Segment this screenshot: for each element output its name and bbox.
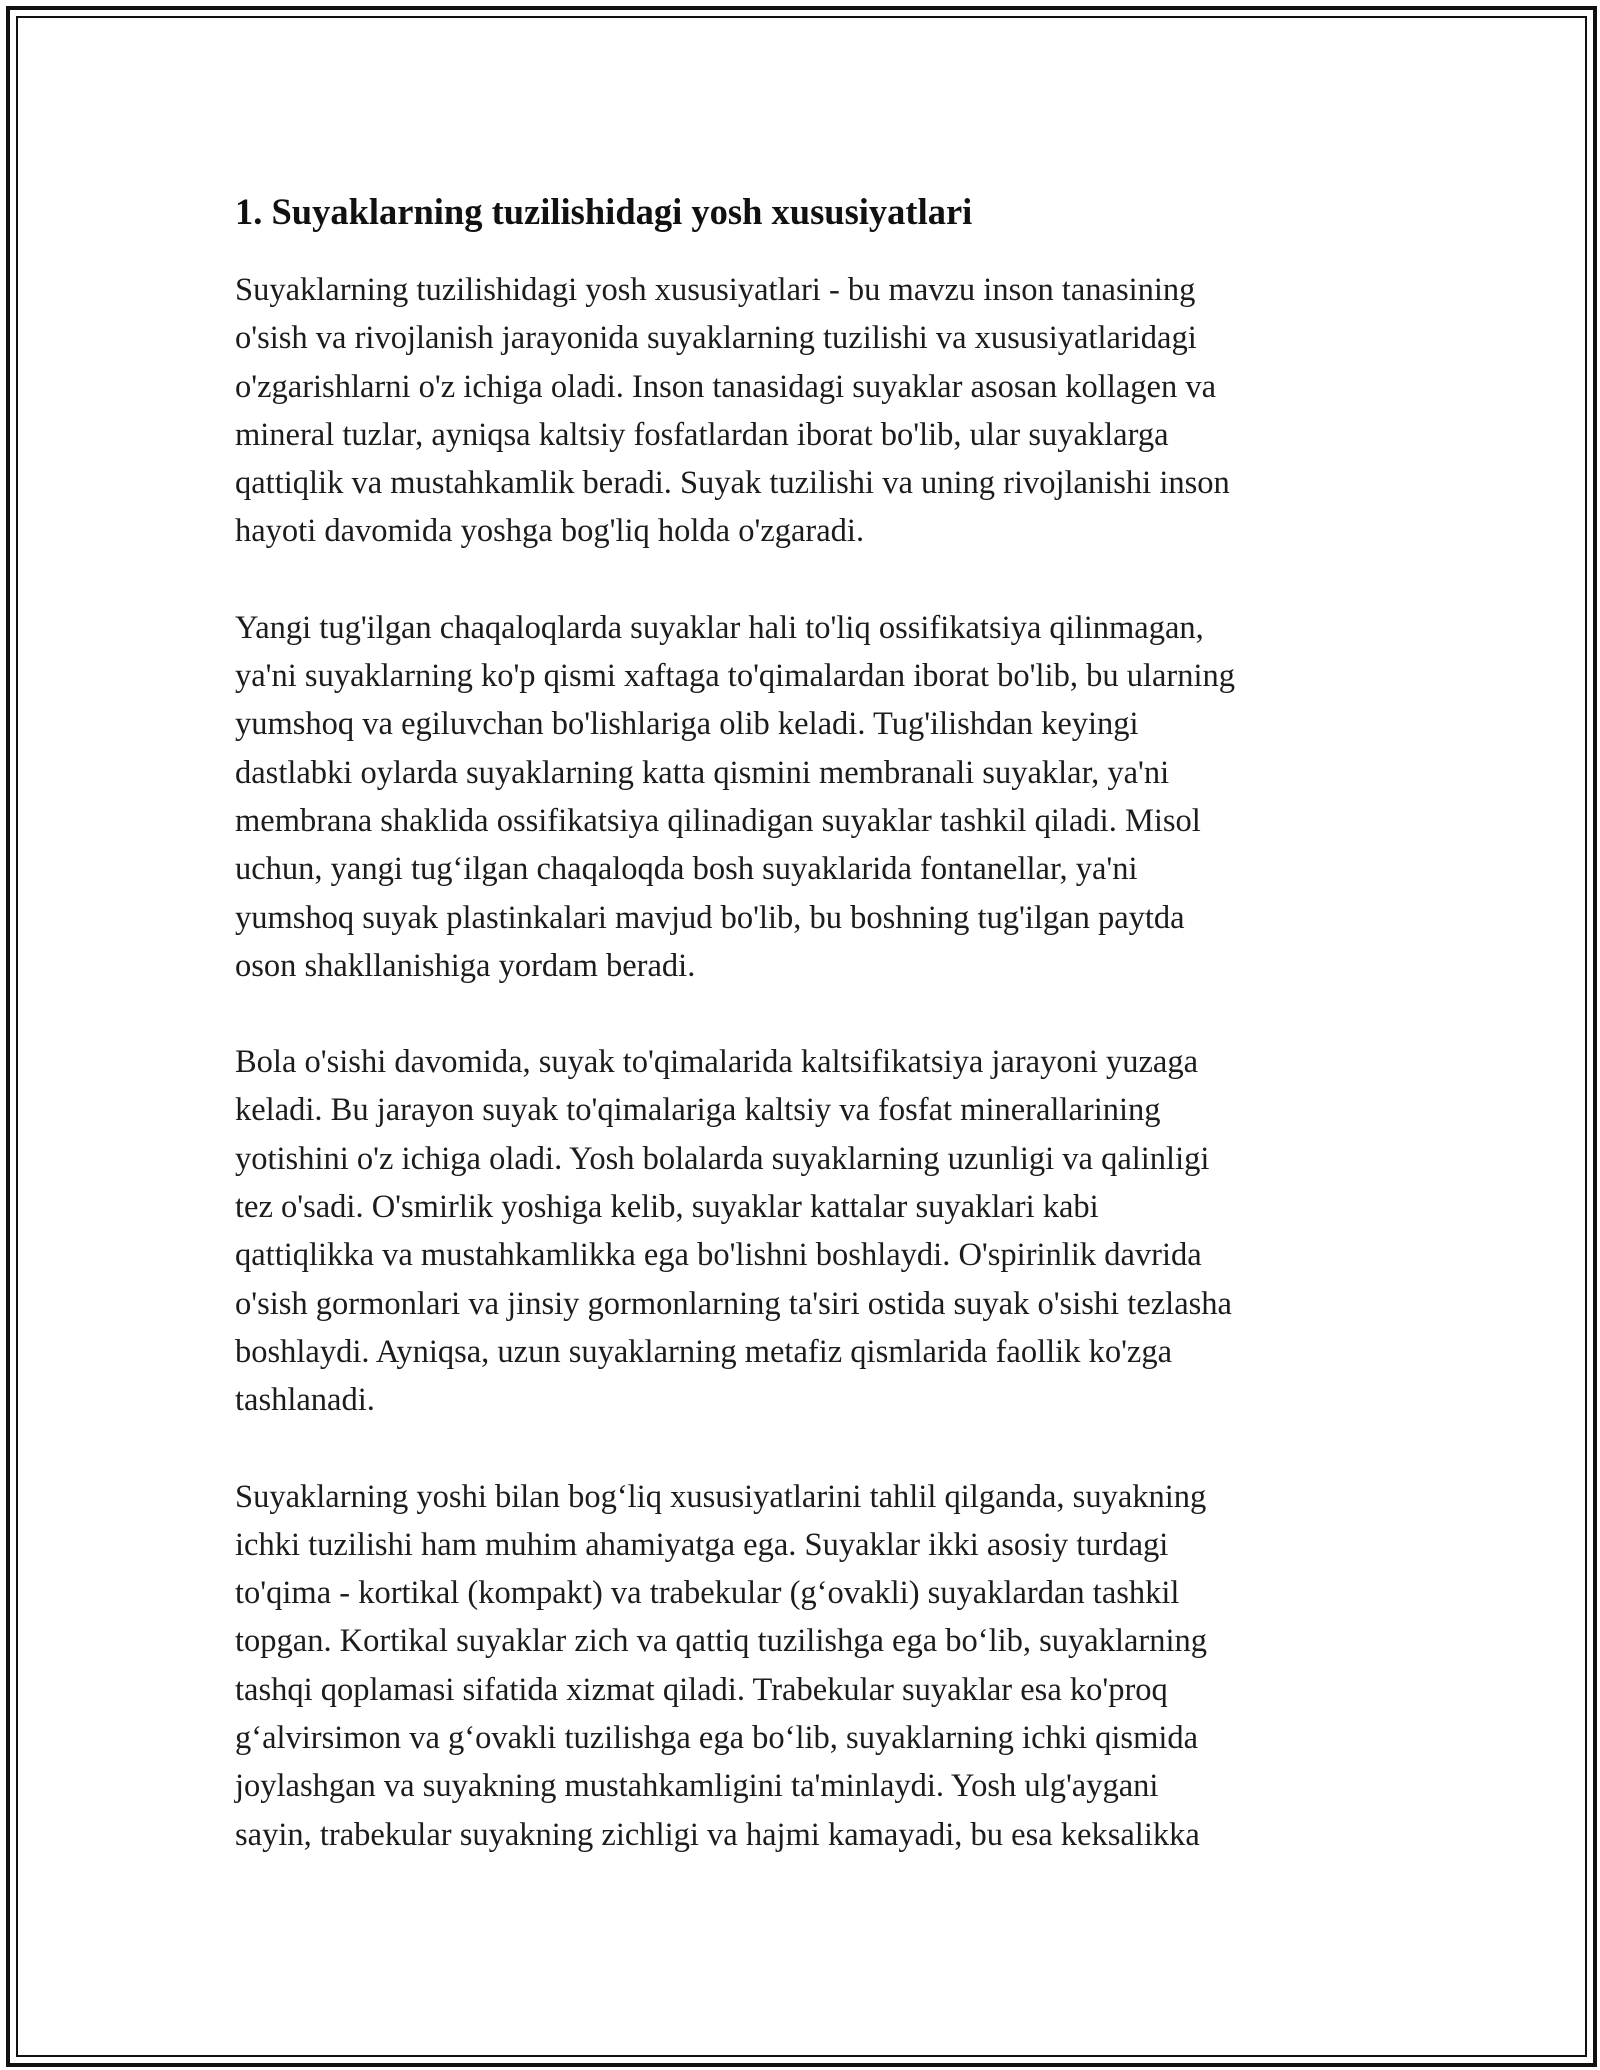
- text-line: yumshoq va egiluvchan bo'lishlariga olib keladi. Tug'ilishdan keyingi: [235, 706, 1139, 743]
- text-line: ichki tuzilishi ham muhim ahamiyatga ega. Suyaklar ikki asosiy turdagi: [235, 1526, 1169, 1563]
- text-line: dastlabki oylarda suyaklarning katta qismini membranali suyaklar, ya'ni: [235, 754, 1170, 791]
- text-line: Suyaklarning tuzilishidagi yosh xususiyatlari - bu mavzu inson tanasining: [235, 272, 1196, 308]
- text-line: membrana shaklida ossifikatsiya qilinadigan suyaklar tashkil qiladi. Misol: [235, 802, 1201, 839]
- text-line: hayoti davomida yoshga bog'liq holda o'zgaradi.: [235, 513, 865, 550]
- text-line: g‘alvirsimon va g‘ovakli tuzilishga ega bo‘lib, suyaklarning ichki qismida: [235, 1720, 1199, 1757]
- paragraph-2: [235, 604, 1380, 990]
- text-line: ya'ni suyaklarning ko'p qismi xaftaga to'qimalardan iborat bo'lib, bu ularning: [235, 658, 1236, 695]
- text-line: yotishini o'z ichiga oladi. Yosh bolalarda suyaklarning uzunligi va qalinligi: [235, 1140, 1210, 1177]
- text-line: topgan. Kortikal suyaklar zich va qattiq tuzilishga ega bo‘lib, suyaklarning: [235, 1623, 1208, 1660]
- text-line: keladi. Bu jarayon suyak to'qimalariga kaltsiy va fosfat minerallarining: [235, 1092, 1161, 1129]
- paragraph-1: [235, 266, 1380, 556]
- paragraph-4: [235, 1473, 1380, 1859]
- text-line: tez o'sadi. O'smirlik yoshiga kelib, suyaklar kattalar suyaklari kabi: [235, 1189, 1099, 1226]
- document-body: [235, 186, 1380, 1907]
- text-line: mineral tuzlar, ayniqsa kaltsiy fosfatlardan iborat bo'lib, ular suyaklarga: [235, 416, 1169, 453]
- text-line: tashqi qoplamasi sifatida xizmat qiladi. Trabekular suyaklar esa ko'proq: [235, 1671, 1168, 1708]
- text-line: qattiqlikka va mustahkamlikka ega bo'lishni boshlaydi. O'spirinlik davrida: [235, 1237, 1202, 1274]
- text-line: joylashgan va suyakning mustahkamligini ta'minlaydi. Yosh ulg'aygani: [235, 1768, 1159, 1805]
- text-line: tashlanadi.: [235, 1382, 375, 1419]
- text-line: oson shakllanishiga yordam beradi.: [235, 947, 696, 984]
- text-line: uchun, yangi tug‘ilgan chaqaloqda bosh suyaklarida fontanellar, ya'ni: [235, 851, 1138, 888]
- text-line: to'qima - kortikal (kompakt) va trabekular (g‘ovakli) suyaklardan tashkil: [235, 1575, 1180, 1612]
- text-line: qattiqlik va mustahkamlik beradi. Suyak tuzilishi va uning rivojlanishi inson: [235, 465, 1230, 502]
- text-line: yumshoq suyak plastinkalari mavjud bo'lib, bu boshning tug'ilgan paytda: [235, 899, 1185, 936]
- text-line: sayin, trabekular suyakning zichligi va hajmi kamayadi, bu esa keksalikka: [235, 1816, 1200, 1853]
- text-line: o'sish gormonlari va jinsiy gormonlarning ta'siri ostida suyak o'sishi tezlasha: [235, 1285, 1232, 1322]
- text-line: Bola o'sishi davomida, suyak to'qimalarida kaltsifikatsiya jarayoni yuzaga: [235, 1044, 1199, 1081]
- text-line: boshlaydi. Ayniqsa, uzun suyaklarning metafiz qismlarida faollik ko'zga: [235, 1333, 1173, 1370]
- text-line: o'zgarishlarni o'z ichiga oladi. Inson tanasidagi suyaklar asosan kollagen va: [235, 368, 1216, 405]
- paragraph-3: [235, 1038, 1380, 1424]
- section-heading: 1. Suyaklarning tuzilishidagi yosh xususiyatlari: [235, 191, 973, 232]
- text-line: Suyaklarning yoshi bilan bog‘liq xususiyatlarini tahlil qilganda, suyakning: [235, 1478, 1207, 1515]
- text-line: Yangi tug'ilgan chaqaloqlarda suyaklar hali to'liq ossifikatsiya qilinmagan,: [235, 609, 1204, 646]
- text-line: o'sish va rivojlanish jarayonida suyaklarning tuzilishi va xususiyatlaridagi: [235, 320, 1197, 357]
